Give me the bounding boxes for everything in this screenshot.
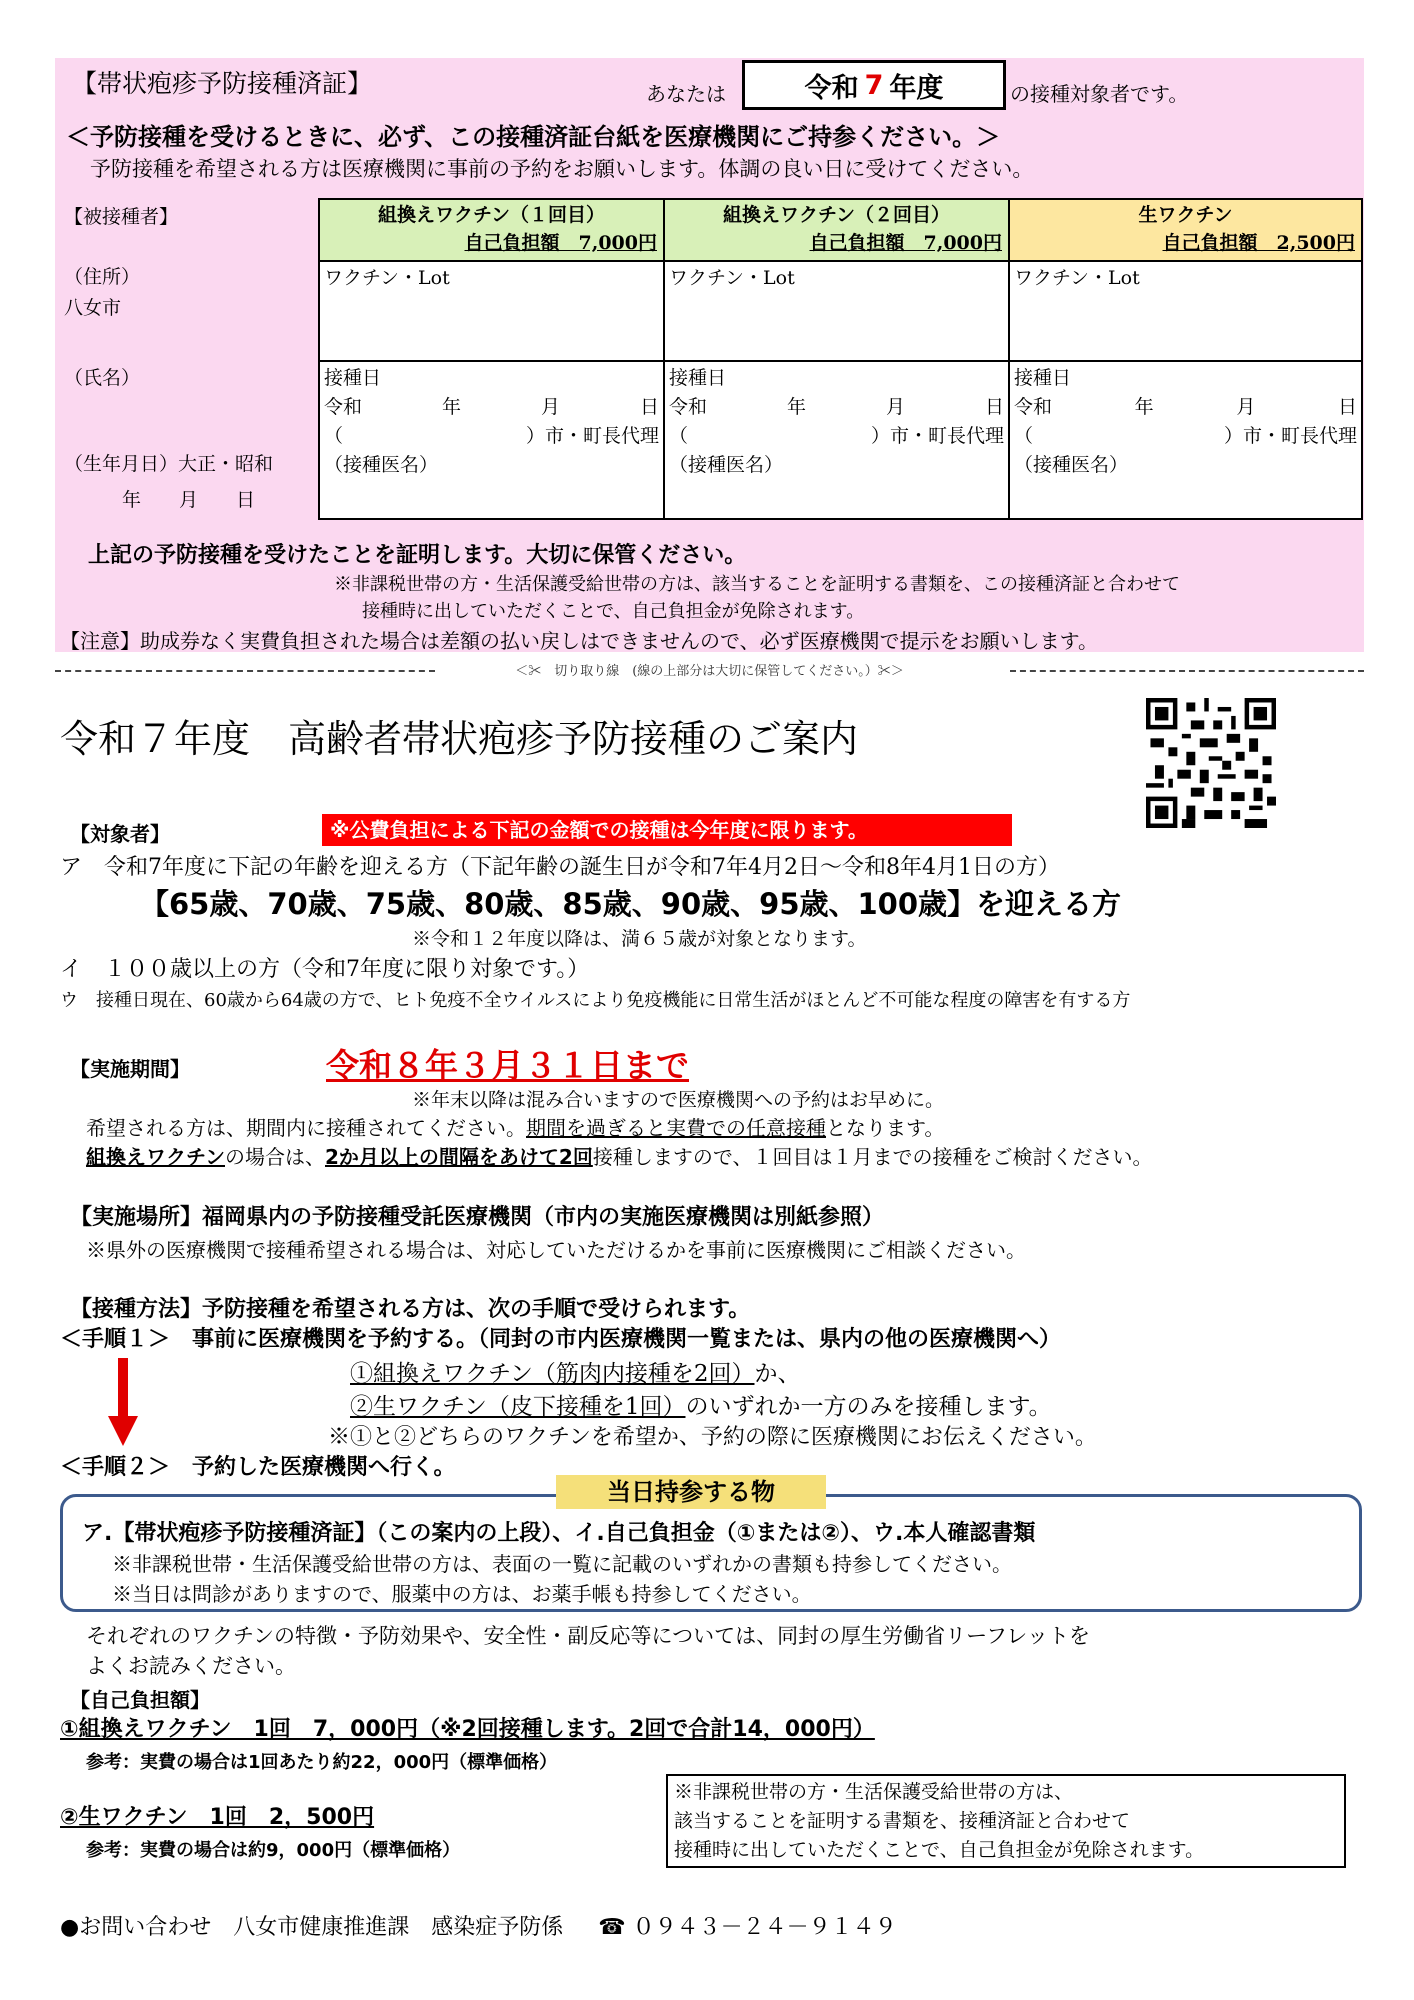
bring-items-title: 当日持参する物 [556, 1475, 826, 1509]
qr-code-icon [1146, 698, 1276, 828]
lot-cell [1009, 261, 1362, 361]
column-cost: 自己負担額 2,500円 [1162, 232, 1355, 254]
exempt-text-1: ※非課税世帯の方・生活保護受給世帯の方は、 [674, 1781, 1074, 1803]
period-value: 令和８年３月３１日まで [326, 1046, 689, 1085]
option-1: ①組換えワクチン（筋肉内接種を2回）か、 [350, 1361, 801, 1387]
bring-items-note-2: ※当日は問診がありますので、服薬中の方は、お薬手帳も持参してください。 [112, 1582, 812, 1606]
column-cost: 自己負担額 7,000円 [464, 232, 657, 254]
exempt-text-2: 該当することを証明する書類を、接種済証と合わせて [674, 1810, 1131, 1832]
doctor-label: （接種医名） [1014, 454, 1129, 476]
exempt-note-1: ※非課税世帯の方・生活保護受給世帯の方は、該当することを証明する書類を、この接種済証と合わせて [334, 574, 1180, 595]
arrow-down-icon [108, 1358, 138, 1446]
cost-label: 【自己負担額】 [70, 1688, 210, 1712]
cost-2-reference: 参考：実費の場合は約9，000円（標準価格） [86, 1840, 461, 1861]
birth-fields: 年 月 日 [122, 489, 256, 511]
name-label: （氏名） [64, 367, 141, 389]
target-banner: ※公費負担による下記の金額での接種は今年度に限ります。 [322, 814, 1012, 846]
date-label: 接種日 [324, 367, 382, 389]
target-i: イ １００歳以上の方（令和7年度に限り対象です。） [60, 957, 590, 982]
lot-cell [319, 261, 664, 361]
target-u: ウ 接種日現在、60歳から64歳の方で、ヒト免疫不全ウイルスにより免疫機能に日常生活がほとんど不可能な程度の障害を有する方 [60, 990, 1131, 1011]
contact-line [60, 1910, 897, 1941]
phone-number: ０９４３－２４－９１４９ [632, 1915, 897, 1940]
bring-items-main: ア.【帯状疱疹予防接種済証】（この案内の上段）、イ.自己負担金（①または②）、ウ.本人確認書類 [82, 1521, 1036, 1546]
date-label: 接種日 [1014, 367, 1072, 389]
lot-cell [664, 261, 1009, 361]
option-2: ②生ワクチン（皮下接種を1回）のいずれか一方のみを接種します。 [350, 1394, 1052, 1420]
column-title: 組換えワクチン（２回目） [722, 204, 951, 226]
period-text-2: 組換えワクチンの場合は、2か月以上の間隔をあけて2回接種しますので、１回目は１月までの接種をご検討ください。 [86, 1145, 1153, 1169]
period-label: 【実施期間】 [70, 1057, 190, 1081]
column-title: 組換えワクチン（１回目） [377, 204, 606, 226]
certificate-title: 【帯状疱疹予防接種済証】 [72, 69, 373, 98]
guide-title: 令和７年度 高齢者帯状疱疹予防接種のご案内 [60, 717, 859, 761]
column-cost: 自己負担額 7,000円 [809, 232, 1002, 254]
option-note: ※①と②どちらのワクチンを希望か、予約の際に医療機関にお伝えください。 [328, 1425, 1097, 1450]
date-fields: 令和 年 月 日 [324, 396, 659, 418]
target-year-suffix: 年度 [889, 72, 944, 104]
address-label: （住所） [64, 266, 141, 288]
date-cell [664, 361, 1009, 519]
date-fields: 令和 年 月 日 [1014, 396, 1357, 418]
caution-note: 【注意】助成券なく実費負担された場合は差額の払い戻しはできませんので、必ず医療機関で提示をお願いします。 [60, 629, 1098, 653]
certificate-notice-sub: 予防接種を希望される方は医療機関に事前の予約をお願いします。体調の良い日に受けてください。 [90, 157, 1034, 181]
recipient-label: 【被接種者】 [64, 206, 179, 228]
date-fields: 令和 年 月 日 [669, 396, 1004, 418]
proof-statement: 上記の予防接種を受けたことを証明します。大切に保管ください。 [88, 543, 747, 568]
place-note: ※県外の医療機関で接種希望される場合は、対応していただけるかを事前に医療機関にご相談ください。 [86, 1238, 1026, 1262]
city-label: 八女市 [64, 297, 122, 319]
doctor-label: （接種医名） [669, 454, 784, 476]
target-prefix: あなたは [646, 82, 726, 106]
date-cell [1009, 361, 1362, 519]
lot-label: ワクチン・Lot [1014, 267, 1140, 289]
leaflet-text-2: よくお読みください。 [86, 1654, 296, 1678]
period-text-1: 希望される方は、期間内に接種されてください。期間を過ぎると実費での任意接種となります。 [86, 1116, 945, 1140]
bring-items-note-1: ※非課税世帯・生活保護受給世帯の方は、表面の一覧に記載のいずれかの書類も持参してください。 [112, 1552, 1012, 1576]
cost-1-reference: 参考：実費の場合は1回あたり約22，000円（標準価格） [86, 1752, 558, 1773]
date-label: 接種日 [669, 367, 727, 389]
method-label: 【接種方法】予防接種を希望される方は、次の手順で受けられます。 [70, 1297, 751, 1322]
mayor-line: （ ）市・町長代理 [669, 425, 1004, 447]
target-a: ア 令和7年度に下記の年齢を迎える方（下記年齢の誕生日が令和7年4月2日～令和8年4月1日の方） [60, 855, 1060, 880]
exempt-text-3: 接種時に出していただくことで、自己負担金が免除されます。 [674, 1839, 1205, 1861]
column-header-recombinant-2 [664, 199, 1009, 261]
cost-2: ②生ワクチン 1回 2，500円 [60, 1805, 375, 1830]
lot-label: ワクチン・Lot [669, 267, 795, 289]
target-label: 【対象者】 [70, 822, 170, 846]
target-year-box [742, 60, 1006, 110]
certificate-notice: ＜予防接種を受けるときに、必ず、この接種済証台紙を医療機関にご持参ください。＞ [66, 123, 1001, 151]
date-cell [319, 361, 664, 519]
target-ages: 【65歳、70歳、75歳、80歳、85歳、90歳、95歳、100歳】を迎える方 [140, 887, 1122, 921]
exempt-note-2: 接種時に出していただくことで、自己負担金が免除されます。 [362, 601, 865, 622]
contact-label: ●お問い合わせ 八女市健康推進課 感染症予防係 [60, 1915, 564, 1940]
column-title: 生ワクチン [1138, 204, 1233, 226]
mayor-line: （ ）市・町長代理 [324, 425, 659, 447]
column-header-recombinant-1 [319, 199, 664, 261]
target-year-era: 令和 [804, 72, 859, 104]
vaccine-table [318, 198, 1363, 520]
period-note: ※年末以降は混み合いますので医療機関への予約はお早めに。 [412, 1089, 945, 1111]
phone-icon: ☎ [598, 1915, 626, 1940]
step-2: ＜手順２＞ 予約した医療機関へ行く。 [60, 1455, 456, 1480]
lot-label: ワクチン・Lot [324, 267, 450, 289]
leaflet-text-1: それぞれのワクチンの特徴・予防効果や、安全性・副反応等については、同封の厚生労働省リーフレットを [86, 1624, 1091, 1648]
place-label: 【実施場所】福岡県内の予防接種受託医療機関（市内の実施医療機関は別紙参照） [70, 1205, 885, 1230]
target-year-number: 7 [864, 69, 884, 101]
birth-label: （生年月日）大正・昭和 [64, 453, 274, 475]
cut-line-right [1010, 670, 1364, 672]
cost-1: ①組換えワクチン 1回 7，000円（※2回接種します。2回で合計14，000円） [60, 1717, 875, 1742]
mayor-line: （ ）市・町長代理 [1014, 425, 1357, 447]
exempt-box [666, 1774, 1346, 1868]
cut-line-label: ＜✂ 切り取り線 (線の上部分は大切に保管してください。）✂＞ [515, 664, 904, 679]
doctor-label: （接種医名） [324, 454, 439, 476]
target-ages-note: ※令和１２年度以降は、満６５歳が対象となります。 [412, 928, 867, 950]
step-1: ＜手順１＞ 事前に医療機関を予約する。（同封の市内医療機関一覧または、県内の他の医療機関へ） [60, 1327, 1062, 1352]
target-suffix: の接種対象者です。 [1010, 82, 1189, 106]
column-header-live [1009, 199, 1362, 261]
